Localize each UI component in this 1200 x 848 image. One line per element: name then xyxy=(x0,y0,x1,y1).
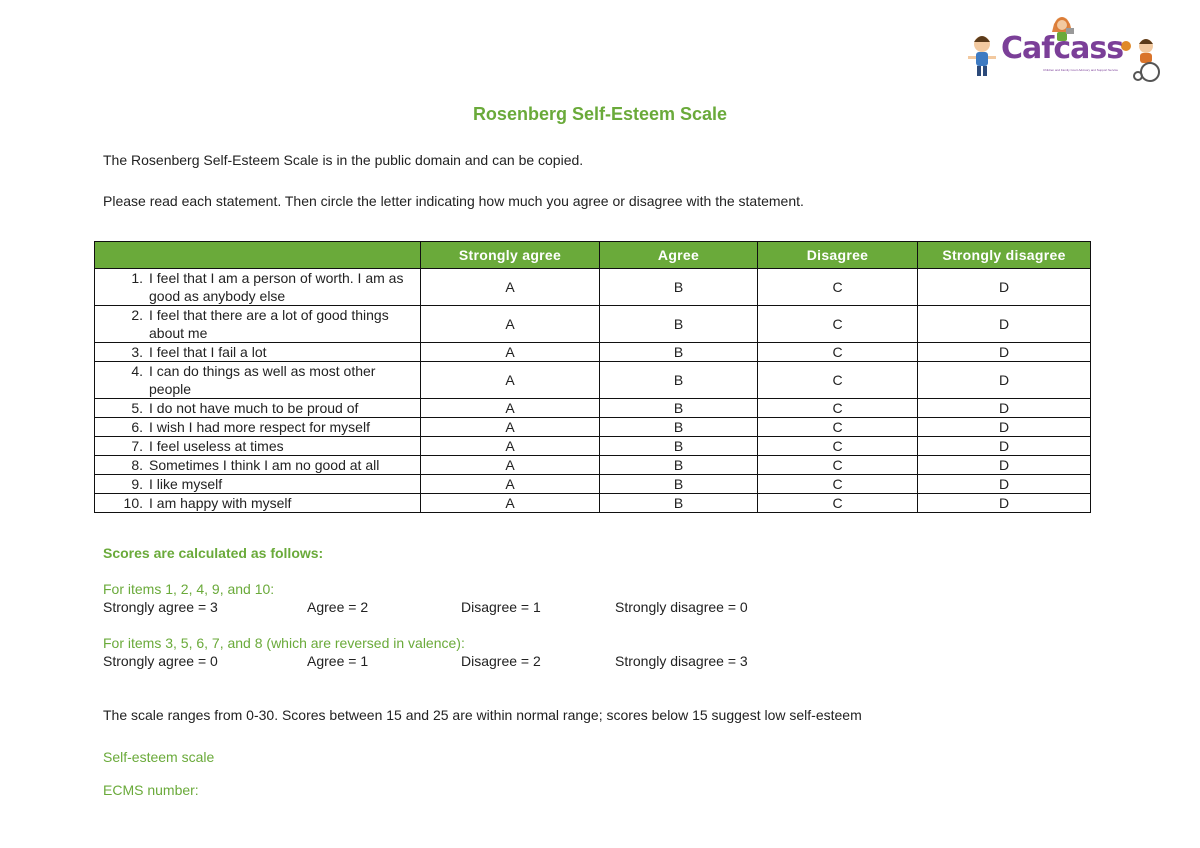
statement-text: I can do things as well as most other people xyxy=(149,363,376,397)
group2-disagree: Disagree = 2 xyxy=(461,653,541,669)
header-disagree: Disagree xyxy=(758,242,918,269)
option-c[interactable]: C xyxy=(758,418,918,437)
item-number: 9. xyxy=(131,476,143,492)
statement-text: I feel useless at times xyxy=(149,438,284,454)
item-number: 3. xyxy=(131,344,143,360)
option-a[interactable]: A xyxy=(421,362,600,399)
item-number: 4. xyxy=(131,363,143,379)
option-a[interactable]: A xyxy=(421,399,600,418)
statement-text: I am happy with myself xyxy=(149,495,292,511)
group1-label: For items 1, 2, 4, 9, and 10: xyxy=(103,581,275,597)
option-a[interactable]: A xyxy=(421,269,600,306)
statement-text: I do not have much to be proud of xyxy=(149,400,359,416)
statement-cell xyxy=(95,437,421,456)
option-b[interactable]: B xyxy=(600,475,758,494)
option-d[interactable]: D xyxy=(918,437,1091,456)
option-b[interactable]: B xyxy=(600,456,758,475)
option-c[interactable]: C xyxy=(758,269,918,306)
option-d[interactable]: D xyxy=(918,269,1091,306)
statement-text: I feel that I am a person of worth. I am as good as anybody else xyxy=(149,270,404,304)
item-number: 10. xyxy=(123,495,143,511)
option-a[interactable]: A xyxy=(421,475,600,494)
header-agree: Agree xyxy=(600,242,758,269)
option-c[interactable]: C xyxy=(758,362,918,399)
option-c[interactable]: C xyxy=(758,343,918,362)
option-d[interactable]: D xyxy=(918,399,1091,418)
group1-disagree: Disagree = 1 xyxy=(461,599,541,615)
statement-cell xyxy=(95,475,421,494)
option-d[interactable]: D xyxy=(918,475,1091,494)
group1-strongly-agree: Strongly agree = 3 xyxy=(103,599,218,615)
option-d[interactable]: D xyxy=(918,494,1091,513)
table-row xyxy=(95,418,1091,437)
table-row xyxy=(95,399,1091,418)
statement-text: I like myself xyxy=(149,476,223,492)
item-number: 6. xyxy=(131,419,143,435)
option-b[interactable]: B xyxy=(600,418,758,437)
header-statement xyxy=(95,242,421,269)
item-number: 5. xyxy=(131,400,143,416)
option-b[interactable]: B xyxy=(600,362,758,399)
table-row xyxy=(95,456,1091,475)
option-d[interactable]: D xyxy=(918,343,1091,362)
option-a[interactable]: A xyxy=(421,343,600,362)
table-row xyxy=(95,269,1091,306)
option-d[interactable]: D xyxy=(918,362,1091,399)
option-a[interactable]: A xyxy=(421,306,600,343)
self-esteem-table xyxy=(94,241,1091,513)
instructions-text: Please read each statement. Then circle the letter indicating how much you agree or disagree with the statement. xyxy=(103,193,804,209)
logo-wordmark: Cafcass xyxy=(1001,31,1124,66)
logo-tagline: Children and Family Court Advisory and Support Service xyxy=(1043,68,1119,72)
statement-text: I feel that there are a lot of good things about me xyxy=(149,307,389,341)
public-domain-note: The Rosenberg Self-Esteem Scale is in the public domain and can be copied. xyxy=(103,152,584,168)
statement-cell xyxy=(95,306,421,343)
option-a[interactable]: A xyxy=(421,418,600,437)
item-number: 1. xyxy=(131,270,143,286)
group2-strongly-disagree: Strongly disagree = 3 xyxy=(615,653,748,669)
option-c[interactable]: C xyxy=(758,306,918,343)
group2-agree: Agree = 1 xyxy=(307,653,369,669)
table-row xyxy=(95,475,1091,494)
option-d[interactable]: D xyxy=(918,306,1091,343)
statement-cell xyxy=(95,343,421,362)
option-c[interactable]: C xyxy=(758,437,918,456)
item-number: 2. xyxy=(131,307,143,323)
group2-strongly-agree: Strongly agree = 0 xyxy=(103,653,218,669)
group1-strongly-disagree: Strongly disagree = 0 xyxy=(615,599,748,615)
table-row xyxy=(95,306,1091,343)
item-number: 8. xyxy=(131,457,143,473)
header-strongly-agree: Strongly agree xyxy=(421,242,600,269)
group1-agree: Agree = 2 xyxy=(307,599,369,615)
scoring-heading: Scores are calculated as follows: xyxy=(103,545,324,561)
table-row xyxy=(95,494,1091,513)
option-b[interactable]: B xyxy=(600,494,758,513)
option-a[interactable]: A xyxy=(421,494,600,513)
table-row xyxy=(95,362,1091,399)
option-b[interactable]: B xyxy=(600,269,758,306)
item-number: 7. xyxy=(131,438,143,454)
option-b[interactable]: B xyxy=(600,343,758,362)
option-a[interactable]: A xyxy=(421,437,600,456)
group2-label: For items 3, 5, 6, 7, and 8 (which are reversed in valence): xyxy=(103,635,465,651)
page-title: Rosenberg Self-Esteem Scale xyxy=(472,104,728,124)
statement-text: I wish I had more respect for myself xyxy=(149,419,370,435)
range-note: The scale ranges from 0-30. Scores between 15 and 25 are within normal range; scores below 15 suggest low self-esteem xyxy=(103,707,862,723)
header-strongly-disagree: Strongly disagree xyxy=(918,242,1091,269)
option-c[interactable]: C xyxy=(758,494,918,513)
statement-text: Sometimes I think I am no good at all xyxy=(149,457,380,473)
statement-cell xyxy=(95,494,421,513)
table-row xyxy=(95,437,1091,456)
option-d[interactable]: D xyxy=(918,456,1091,475)
statement-text: I feel that I fail a lot xyxy=(149,344,267,360)
option-b[interactable]: B xyxy=(600,306,758,343)
option-b[interactable]: B xyxy=(600,399,758,418)
option-c[interactable]: C xyxy=(758,399,918,418)
option-c[interactable]: C xyxy=(758,475,918,494)
statement-cell xyxy=(95,456,421,475)
option-c[interactable]: C xyxy=(758,456,918,475)
statement-cell xyxy=(95,418,421,437)
option-b[interactable]: B xyxy=(600,437,758,456)
statement-cell xyxy=(95,362,421,399)
table-header-row xyxy=(95,242,1091,269)
ecms-label: ECMS number: xyxy=(103,782,199,798)
scale-label: Self-esteem scale xyxy=(103,749,215,765)
statement-cell xyxy=(95,269,421,306)
table-row xyxy=(95,343,1091,362)
statement-cell xyxy=(95,399,421,418)
option-d[interactable]: D xyxy=(918,418,1091,437)
option-a[interactable]: A xyxy=(421,456,600,475)
